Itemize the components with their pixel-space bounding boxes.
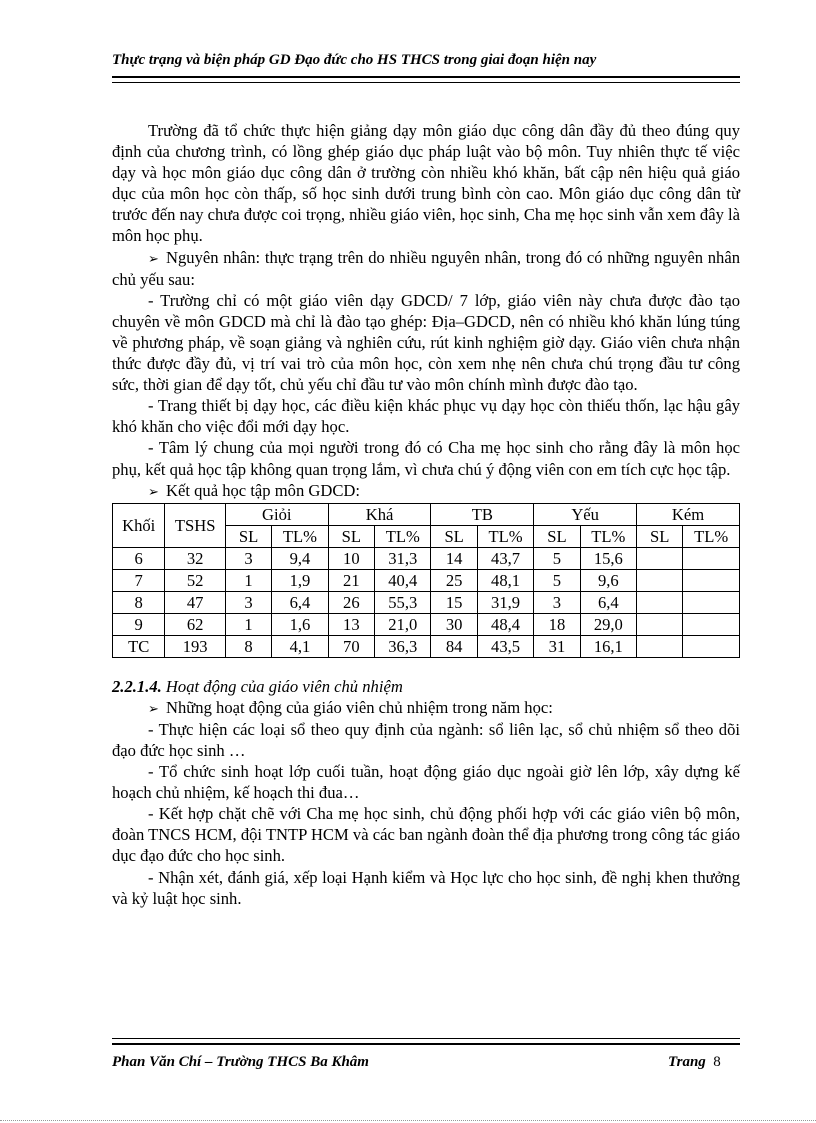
table-cell: 6,4 — [580, 591, 636, 613]
subheader-tl: TL% — [580, 525, 636, 547]
table-cell: 48,1 — [477, 569, 533, 591]
page-header-title: Thực trạng và biện pháp GD Đạo đức cho HS THCS trong giai đoạn hiện nay — [112, 52, 597, 68]
cause-item: - Trang thiết bị dạy học, các điều kiện khác phục vụ dạy học còn thiếu thốn, lạc hậu gây khó khăn cho việc đổi mới dạy học. — [112, 396, 740, 437]
table-cell: 31 — [534, 635, 580, 657]
activity-item: - Nhận xét, đánh giá, xếp loại Hạnh kiểm và Học lực cho học sinh, đề nghị khen thưởng và kỷ luật học sinh. — [112, 867, 740, 908]
section-heading — [112, 676, 740, 697]
subheader-sl: SL — [637, 525, 683, 547]
header-divider — [112, 76, 740, 83]
table-cell: 15 — [431, 591, 477, 613]
table-cell: 3 — [534, 591, 580, 613]
table-cell: 13 — [328, 613, 374, 635]
table-cell — [637, 591, 683, 613]
activity-item: - Tổ chức sinh hoạt lớp cuối tuần, hoạt động giáo dục ngoài giờ lên lớp, xây dựng kế hoạch chủ nhiệm, kế hoạch thi đua… — [112, 762, 740, 803]
page-label: Trang — [668, 1054, 706, 1070]
table-cell: 21,0 — [375, 613, 431, 635]
table-cell: 26 — [328, 591, 374, 613]
table-cell: 9 — [113, 613, 165, 635]
header-kem: Kém — [637, 503, 740, 525]
header-tb: TB — [431, 503, 534, 525]
table-cell: 7 — [113, 569, 165, 591]
table-cell: 8 — [225, 635, 271, 657]
table-cell: 18 — [534, 613, 580, 635]
header-yeu: Yếu — [534, 503, 637, 525]
page-bottom-edge — [0, 1120, 816, 1121]
subheader-sl: SL — [225, 525, 271, 547]
table-cell: 4,1 — [272, 635, 328, 657]
cause-item: - Tâm lý chung của mọi người trong đó có Cha mẹ học sinh cho rằng đây là môn học phụ, kết quả học tập không quan trọng lắm, vì chưa chú ý động viên con em tích cực học tập. — [112, 438, 740, 479]
arrow-bullet-icon: ➢ — [148, 250, 159, 266]
table-cell — [683, 547, 740, 569]
activity-item: - Kết hợp chặt chẽ với Cha mẹ học sinh, chủ động phối hợp với các giáo viên bộ môn, đoàn TNCS HCM, đội TNTP HCM và các ban ngành đoàn thể địa phương trong công tác giáo dục đạo đức cho học sinh. — [112, 804, 740, 866]
table-cell: 40,4 — [375, 569, 431, 591]
header-khoi: Khối — [113, 503, 165, 547]
table-cell: 193 — [165, 635, 225, 657]
table-cell: 84 — [431, 635, 477, 657]
table-cell — [683, 613, 740, 635]
cause-item: - Trường chỉ có một giáo viên dạy GDCD/ 7 lớp, giáo viên này chưa được đào tạo chuyên về môn GDCD mà chỉ là đào tạo ghép: Địa–GDCD, nên có nhiều khó khăn lúng túng về phương pháp, về soạn giảng và nghiên cứu, rút kinh nghiệm giờ dạy. Giáo viên chưa nhận thức được đầy đủ, vị trí vai trò của môn học, còn xem nhẹ nên chưa chú trọng đầu tư công sức, thời gian để dạy tốt, chủ yếu chỉ đầu tư vào môn chính mình được đào tạo. — [112, 290, 740, 395]
table-row — [113, 613, 740, 635]
header-kha: Khá — [328, 503, 431, 525]
footer-divider — [112, 1038, 740, 1045]
table-cell: 55,3 — [375, 591, 431, 613]
table-cell — [637, 569, 683, 591]
table-cell: 47 — [165, 591, 225, 613]
table-cell: 70 — [328, 635, 374, 657]
section-intro: ➢ Những hoạt động của giáo viên chủ nhiệm trong năm học: — [112, 697, 740, 719]
table-cell: 1,6 — [272, 613, 328, 635]
table-row — [113, 569, 740, 591]
paragraph-intro: Trường đã tổ chức thực hiện giảng dạy môn giáo dục công dân đầy đủ theo đúng quy định của chương trình, có lồng ghép giáo dục pháp luật vào bộ môn. Tuy nhiên thực tế việc dạy và học môn giáo dục công dân ở trường còn nhiều khó khăn, bất cập nên hiệu quả giáo dục của môn học còn thấp, số học sinh dưới trung bình còn cao. Môn giáo dục công dân từ trước đến nay chưa được coi trọng, nhiều giáo viên, học sinh, Cha mẹ học sinh vẫn xem đây là môn học phụ. — [112, 121, 740, 246]
table-cell — [637, 613, 683, 635]
document-body — [112, 120, 740, 909]
table-cell: 21 — [328, 569, 374, 591]
table-cell: TC — [113, 635, 165, 657]
table-cell: 31,9 — [477, 591, 533, 613]
table-cell: 30 — [431, 613, 477, 635]
table-cell: 9,4 — [272, 547, 328, 569]
table-cell: 10 — [328, 547, 374, 569]
subheader-tl: TL% — [375, 525, 431, 547]
table-cell: 9,6 — [580, 569, 636, 591]
results-table — [112, 503, 740, 658]
table-cell: 52 — [165, 569, 225, 591]
table-cell: 6,4 — [272, 591, 328, 613]
subheader-sl: SL — [328, 525, 374, 547]
table-cell: 43,7 — [477, 547, 533, 569]
table-header-row — [113, 503, 740, 525]
activity-item: - Thực hiện các loại sổ theo quy định của ngành: sổ liên lạc, sổ chủ nhiệm sổ theo dõi đạo đức học sinh … — [112, 719, 740, 760]
table-cell: 36,3 — [375, 635, 431, 657]
table-cell: 15,6 — [580, 547, 636, 569]
header-tshs: TSHS — [165, 503, 225, 547]
table-cell: 31,3 — [375, 547, 431, 569]
table-cell: 32 — [165, 547, 225, 569]
results-label: ➢ Kết quả học tập môn GDCD: — [112, 480, 740, 502]
table-row — [113, 635, 740, 657]
subheader-tl: TL% — [683, 525, 740, 547]
table-cell: 48,4 — [477, 613, 533, 635]
subheader-tl: TL% — [272, 525, 328, 547]
table-cell: 16,1 — [580, 635, 636, 657]
table-cell: 5 — [534, 547, 580, 569]
table-cell: 5 — [534, 569, 580, 591]
cause-intro: ➢ Nguyên nhân: thực trạng trên do nhiều nguyên nhân, trong đó có những nguyên nhân chủ yếu sau: — [112, 247, 740, 289]
table-cell — [637, 547, 683, 569]
table-cell — [683, 569, 740, 591]
table-cell: 6 — [113, 547, 165, 569]
section-title: Hoạt động của giáo viên chủ nhiệm — [161, 676, 403, 696]
table-cell: 8 — [113, 591, 165, 613]
table-cell — [683, 591, 740, 613]
section-number: 2.2.1.4. — [112, 676, 162, 696]
table-cell: 1 — [225, 569, 271, 591]
table-cell: 1,9 — [272, 569, 328, 591]
page-number: 8 — [713, 1054, 721, 1070]
header-gioi: Giỏi — [225, 503, 328, 525]
subheader-tl: TL% — [477, 525, 533, 547]
table-cell — [637, 635, 683, 657]
table-body — [113, 547, 740, 657]
table-cell: 29,0 — [580, 613, 636, 635]
subheader-sl: SL — [534, 525, 580, 547]
table-cell: 3 — [225, 591, 271, 613]
table-row — [113, 591, 740, 613]
table-cell: 62 — [165, 613, 225, 635]
arrow-bullet-icon: ➢ — [148, 483, 159, 499]
table-cell: 14 — [431, 547, 477, 569]
footer-author: Phan Văn Chí – Trường THCS Ba Khâm — [112, 1054, 369, 1070]
table-cell — [683, 635, 740, 657]
table-cell: 1 — [225, 613, 271, 635]
table-row — [113, 547, 740, 569]
table-cell: 25 — [431, 569, 477, 591]
footer-page — [668, 1054, 721, 1071]
table-cell: 43,5 — [477, 635, 533, 657]
subheader-sl: SL — [431, 525, 477, 547]
arrow-bullet-icon: ➢ — [148, 700, 159, 716]
table-cell: 3 — [225, 547, 271, 569]
